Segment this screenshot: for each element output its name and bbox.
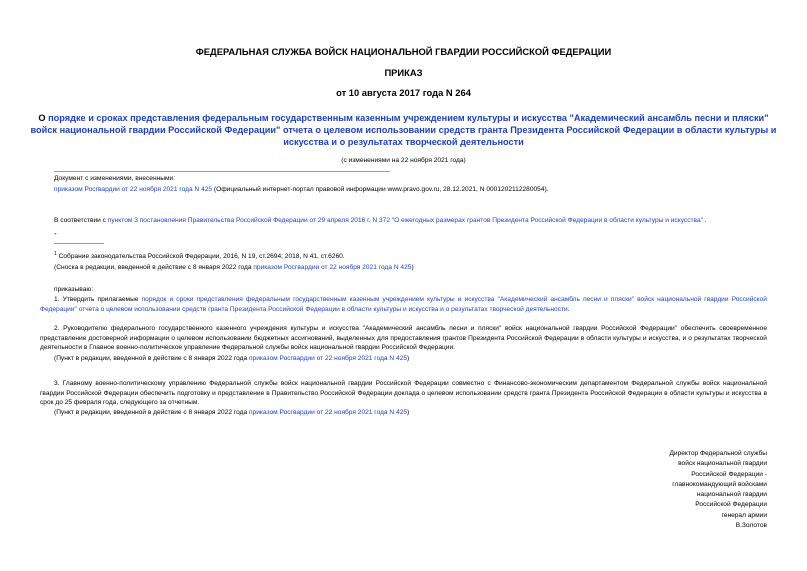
issuing-authority: ФЕДЕРАЛЬНАЯ СЛУЖБА ВОЙСК НАЦИОНАЛЬНОЙ ГВАРДИИ РОССИЙСКОЙ ФЕДЕРАЦИИ bbox=[195, 46, 612, 57]
basis-suffix: . bbox=[702, 217, 707, 224]
point-2-note-suffix: ) bbox=[407, 355, 410, 362]
title-link[interactable]: порядке и сроках представления федеральным государственным казенным учреждением культуры и искусства "Академический ансамбль песни и пляски" войск национальной гвардии Российской Федерации" отчета о целевом использовании средств гранта Президента Российской Федерации в области культуры и искусства и о результатах творческой деятельности bbox=[30, 113, 777, 147]
signature-line: Российской Федерации bbox=[695, 501, 767, 509]
point-2-edition-note bbox=[54, 354, 409, 364]
document-type: ПРИКАЗ bbox=[384, 67, 423, 78]
point-3-text: 3. Главному военно-политическому управлению Федеральной службы войск национальной гвардии Российской Федерации совместно с Финансово-экономическим департаментом Федеральной службы войск национальной гвардии Российской Федерации обеспечить подготовку и представление в Правительство Российской Федерации доклада о целевом использовании средств гранта Президента Российской Федерации в области культуры и искусства в срок до 25 февраля года, следующего за отчетным. bbox=[40, 380, 767, 407]
amendments-label: Документ с изменениями, внесенными: bbox=[54, 175, 176, 182]
document-date-number: от 10 августа 2017 года N 264 bbox=[336, 87, 471, 98]
amendment-publication-info: (Официальный интернет-портал правовой информации www.pravo.gov.ru, 28.12.2021, N 0001202112280054). bbox=[212, 186, 549, 193]
point-3-note-suffix: ) bbox=[407, 409, 410, 416]
point-2-note-link[interactable]: приказом Росгвардии от 22 ноября 2021 года N 425 bbox=[248, 355, 408, 362]
footnote-edition-note bbox=[54, 263, 414, 273]
amendments-reference bbox=[54, 186, 549, 193]
footnote-divider bbox=[54, 243, 104, 244]
document-title bbox=[30, 113, 777, 148]
point-3-note-prefix: (Пункт в редакции, введенной в действие с 8 января 2022 года bbox=[54, 409, 249, 416]
signature-line: генерал армии bbox=[721, 511, 767, 519]
signature-line: Директор Федеральной службы bbox=[669, 450, 767, 457]
point-2-text: 2. Руководителю федерального государственного казенного учреждения культуры и искусства "Академический ансамбль песни и пляски" войск национальной гвардии Российской Федерации" обеспечить своевременное представление достоверной информации о целевом использовании бюджетных ассигнований, выделенных для предоставления грантов Президента Российской Федерации в области культуры и искусства, и о результатах творческой деятельности в Главное военно-политическое управление Федеральной службы войск национальной гвардии Российской Федерации. bbox=[40, 325, 767, 352]
amendment-order-link[interactable]: приказом Росгвардии от 22 ноября 2021 года N 425 bbox=[54, 186, 213, 193]
point-3 bbox=[40, 379, 767, 408]
point-3-note-link[interactable]: приказом Росгвардии от 22 ноября 2021 года N 425 bbox=[248, 409, 408, 416]
point-2 bbox=[40, 324, 767, 353]
point-3-edition-note bbox=[54, 408, 409, 418]
footnote-bullet: - bbox=[54, 229, 57, 238]
footnote-1-text: Собрание законодательства Российской Федерации, 2016, N 19, ст.2694; 2018, N 41, ст.6260. bbox=[56, 253, 345, 261]
legal-basis-paragraph bbox=[54, 216, 774, 226]
signature-line: войск национальной гвардии bbox=[678, 460, 767, 468]
orders-word: приказываю: bbox=[54, 286, 94, 293]
point-1 bbox=[40, 295, 767, 314]
basis-link[interactable]: пунктом 3 постановления Правительства Российской Федерации от 29 апреля 2016 г. N 372 "О ежегодных размерах грантов Президента Российской Федерации в области культуры и искусства" bbox=[107, 217, 703, 224]
point-1-prefix: 1. Утвердить прилагаемые bbox=[54, 296, 142, 303]
footnote-note-suffix: ) bbox=[411, 264, 414, 271]
footnote-note-link[interactable]: приказом Росгвардии от 22 ноября 2021 года N 425 bbox=[253, 264, 412, 271]
signature-line: главнокомандующий войсками bbox=[672, 480, 767, 488]
signatory-name: В.Золотов bbox=[735, 522, 767, 530]
signature-block bbox=[567, 449, 767, 531]
signature-line: Российской Федерации - bbox=[691, 470, 767, 478]
footnote-1 bbox=[54, 250, 345, 262]
divider bbox=[54, 171, 390, 172]
signature-line: национальной гвардии bbox=[696, 491, 767, 499]
point-1-link[interactable]: порядок и сроки представления федеральным государственным казенным учреждением культуры и искусства "Академический ансамбль песни и пляски" войск национальной гвардии Российской Федерации" отчета о целевом использовании средств гранта Президента Российской Федерации в области культуры и искусства и о результатах творческой деятельности bbox=[40, 296, 767, 313]
title-prefix: О bbox=[38, 113, 49, 123]
footnote-marker: 1 bbox=[54, 251, 57, 257]
point-1-suffix: . bbox=[567, 305, 570, 313]
footnote-note-prefix: (Сноска в редакции, введенной в действие с 8 января 2022 года bbox=[54, 264, 254, 271]
basis-prefix: В соответствии с bbox=[54, 217, 108, 224]
amendment-date-note: (с изменениями на 22 ноября 2021 года) bbox=[341, 157, 466, 164]
point-2-note-prefix: (Пункт в редакции, введенной в действие с 8 января 2022 года bbox=[54, 355, 249, 362]
